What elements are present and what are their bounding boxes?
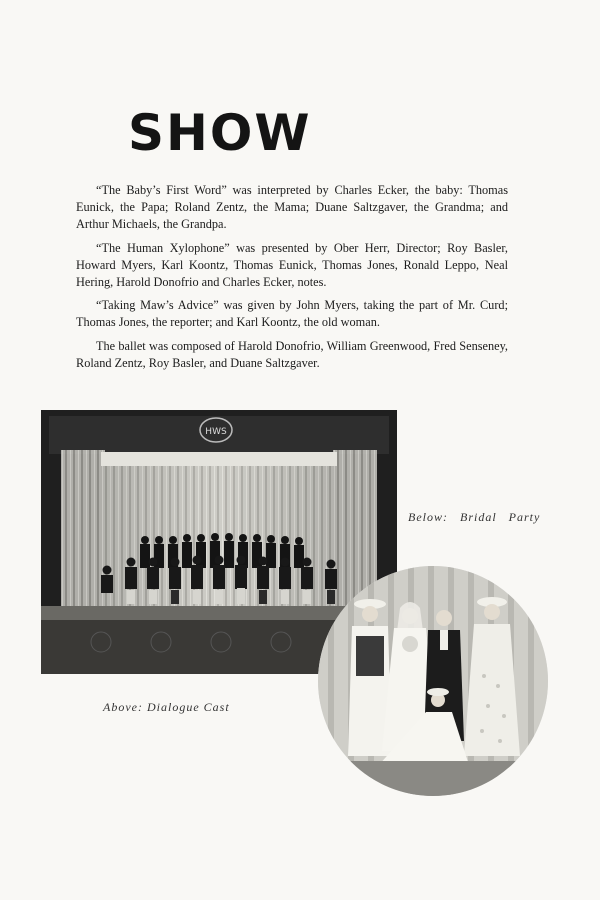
svg-text:HWS: HWS bbox=[205, 427, 227, 437]
paragraph-4: The ballet was composed of Harold Donofrio, William Greenwood, Fred Senseney, Roland Zentz, Roy Basler, and Duane Saltzgaver. bbox=[76, 338, 508, 370]
caption-dialogue-cast: Above: Dialogue Cast bbox=[103, 700, 230, 714]
paragraph-1: “The Baby’s First Word” was interpreted by Charles Ecker, the baby: Thomas Eunick, the Papa; Roland Zentz, the Mama; Duane Saltzgaver, the Grandma; and Arthur Michaels, the Grandpa. bbox=[76, 183, 508, 232]
caption-bridal-party: Below: Bridal Party bbox=[408, 510, 541, 524]
paragraph-3: “Taking Maw’s Advice” was given by John Myers, taking the part of Mr. Curd; Thomas Jones, the reporter; and Karl Koontz, the old woman. bbox=[76, 298, 508, 330]
paragraph-2: “The Human Xylophone” was presented by Ober Herr, Director; Roy Basler, Howard Myers, Karl Koontz, Thomas Eunick, Thomas Jones, Ronald Leppo, Neal Hering, Harold Donofrio and Charles Ecker, notes. bbox=[76, 240, 508, 290]
bridal-party-photo bbox=[318, 566, 548, 796]
article-body bbox=[76, 182, 508, 378]
page-title: SHOW bbox=[128, 104, 312, 162]
